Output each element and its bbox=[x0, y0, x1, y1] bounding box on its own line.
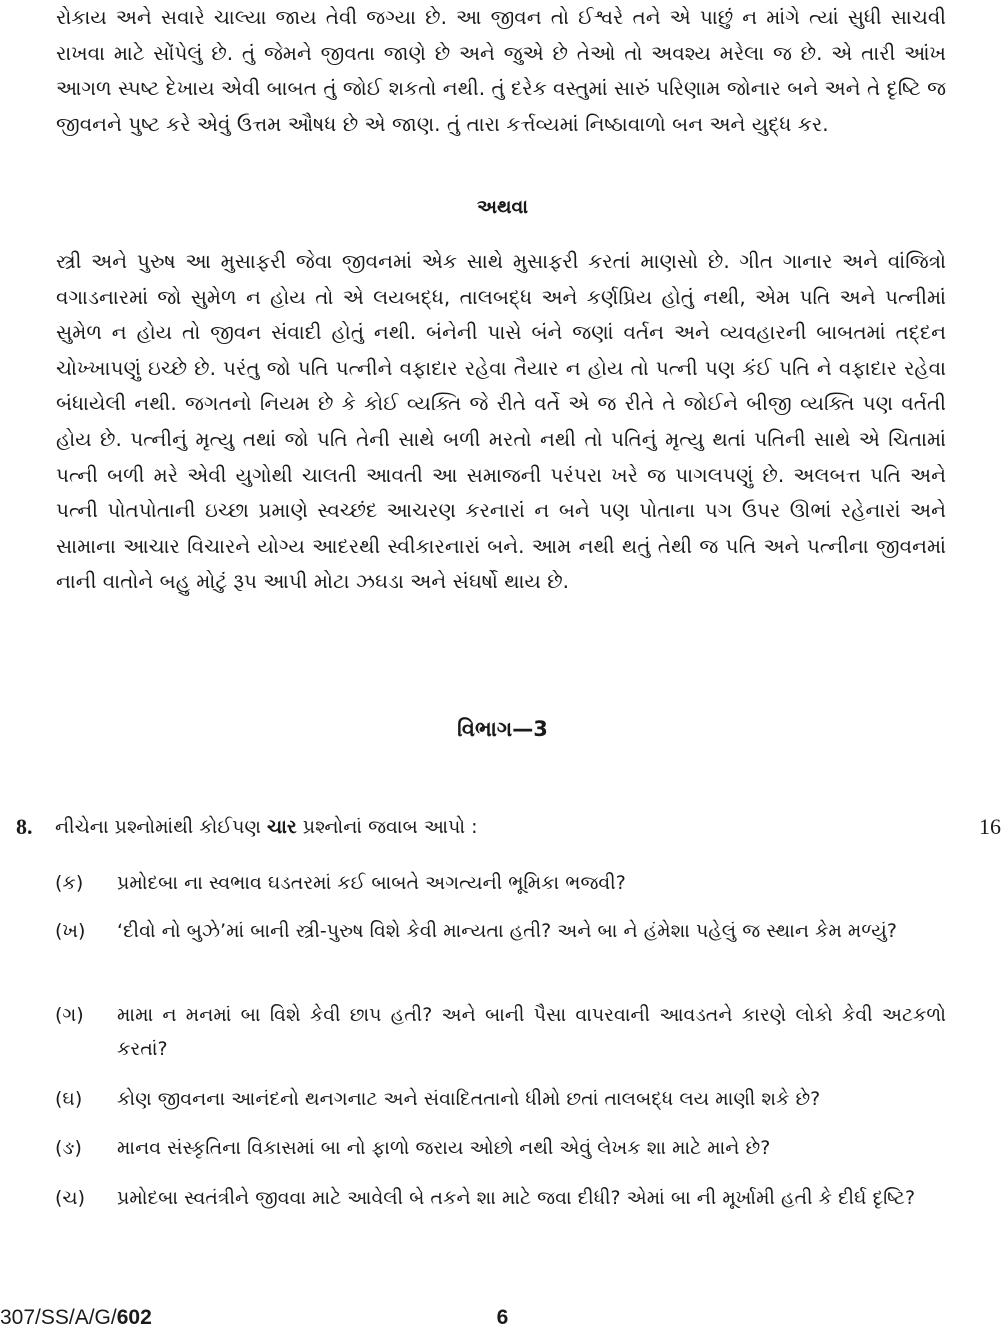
subquestion-text: કોણ જીવનના આનંદનો થનગનાટ અને સંવાદિતતાનો ધીમો છતાં તાલબદ્ધ લય માણી શકે છે? bbox=[117, 1088, 821, 1110]
subquestion-text: ‘દીવો નો બુઝે’માં બાની સ્ત્રી-પુરુષ વિશે કેવી માન્યતા હતી? અને બા ને હંમેશા પહેલું જ સ્થાન કેમ મળ્યું? bbox=[117, 920, 897, 942]
subquestion-label: (ઘ) bbox=[55, 1088, 83, 1110]
paper-code-number: 602 bbox=[116, 1306, 152, 1329]
subquestion-text: પ્રમોદબા ના સ્વભાવ ઘડતરમાં કઈ બાબતે અગત્યની ભૂમિકા ભજવી? bbox=[117, 872, 626, 894]
question-text-after: પ્રશ્નોનાં જવાબ આપો : bbox=[296, 816, 478, 838]
question-text-bold: ચાર bbox=[267, 816, 297, 838]
paragraph-alternative: સ્ત્રી અને પુરુષ આ મુસાફરી જેવા જીવનમાં એક સાથે મુસાફરી કરતાં માણસો છે. ગીત ગાનાર અને વાંજિત્રો વગાડનારમાં જો સુમેળ ન હોય તો એ લયબદ્ધ, તાલબદ્ધ અને કર્ણપ્રિય હોતું નથી, એમ પતિ અને પત્નીમાં સુમેળ ન હોય તો જીવન સંવાદી હોતું નથી. બંનેની પાસે બંને જણાં વર્તન અને વ્યવહારની બાબતમાં તદ્દન ચોખ્ખાપણું ઇચ્છે છે. પરંતુ જો પતિ પત્નીને વફાદાર રહેવા તૈયાર ન હોય તો પત્ની પણ કંઈ પતિ ને વફાદાર રહેવા બંધાયેલી નથી. જગતનો નિયમ છે કે કોઈ વ્યક્તિ જે રીતે વર્તે એ જ રીતે તે જોઈને બીજી વ્યક્તિ પણ વર્તતી હોય છે. પત્નીનું મૃત્યુ તથાં જો પતિ તેની સાથે બળી મરતો નથી તો પતિનું મૃત્યુ થતાં પતિની સાથે એ ચિતામાં પત્ની બળી મરે એવી યુગોથી ચાલતી આવતી આ સમાજની પરંપરા ખરે જ પાગલપણું છે. અલબત્ત પતિ અને પત્ની પોતપોતાની ઇચ્છા પ્રમાણે સ્વચ્છંદ આચરણ કરનારાં ન બને પણ પોતાના પગ ઉપર ઊભાં રહેનારાં અને સામાના આચાર વિચારને યોગ્ય આદરથી સ્વીકારનારાં બને. આમ નથી થતું તેથી જ પતિ અને પત્નીના જીવનમાં નાની વાતોને બહુ મોટું રૂપ આપી મોટા ઝઘડા અને સંઘર્ષો થાય છે. bbox=[56, 249, 946, 594]
subquestion-label: (ઙ) bbox=[55, 1137, 82, 1159]
subquestion-text: પ્રમોદબા સ્વતંત્રીને જીવવા માટે આવેલી બે તકને શા માટે જવા દીધી? એમાં બા ની મૂર્ખામી હતી કે દીર્ઘ દૃષ્ટિ? bbox=[117, 1187, 916, 1209]
question-number: 8. bbox=[16, 814, 33, 839]
page-number: 6 bbox=[496, 1306, 509, 1329]
subquestion-label: (ચ) bbox=[55, 1187, 86, 1209]
subquestion-text: મામા ન મનમાં બા વિશે કેવી છાપ હતી? અને બાની પૈસા વાપરવાની આવડતને કારણે લોકો કેવી અટકળો કરતાં? bbox=[117, 1004, 946, 1060]
subquestion-label: (ખ) bbox=[55, 920, 86, 942]
question-marks: 16 bbox=[979, 814, 1001, 839]
subquestion-text: માનવ સંસ્કૃતિના વિકાસમાં બા નો ફાળો જરાય ઓછો નથી એવું લેખક શા માટે માને છે? bbox=[117, 1137, 771, 1159]
subquestion-label: (ક) bbox=[55, 872, 84, 894]
question-8-header bbox=[0, 814, 1005, 850]
paragraph-continued: રોકાય અને સવારે ચાલ્યા જાય તેવી જગ્યા છે. આ જીવન તો ઈશ્વરે તને એ પાછું ન માંગે ત્યાં સુધી સાચવી રાખવા માટે સોંપેલું છે. તું જેમને જીવતા જાણે છે અને જુએ છે તેઓ તો અવશ્ય મરેલા જ છે. એ તારી આંખ આગળ સ્પષ્ટ દેખાય એવી બાબત તું જોઈ શકતો નથી. તું દરેક વસ્તુમાં સારું પરિણામ જોનાર બને અને તે દૃષ્ટિ જ જીવનને પુષ્ટ કરે એવું ઉત્તમ ઔષધ છે એ જાણ. તું તારા કર્ત્તવ્યમાં નિષ્ઠાવાળો બન અને યુદ્ધ કર. bbox=[56, 5, 946, 136]
section-title: વિભાગ—3 bbox=[457, 717, 548, 741]
question-instruction bbox=[55, 816, 478, 838]
or-separator: અથવા bbox=[476, 196, 529, 218]
question-text-before: નીચેના પ્રશ્નોમાંથી કોઈપણ bbox=[55, 816, 268, 838]
paper-code-prefix: 307/SS/A/G/ bbox=[0, 1306, 117, 1329]
subquestion-label: (ગ) bbox=[55, 1004, 84, 1026]
